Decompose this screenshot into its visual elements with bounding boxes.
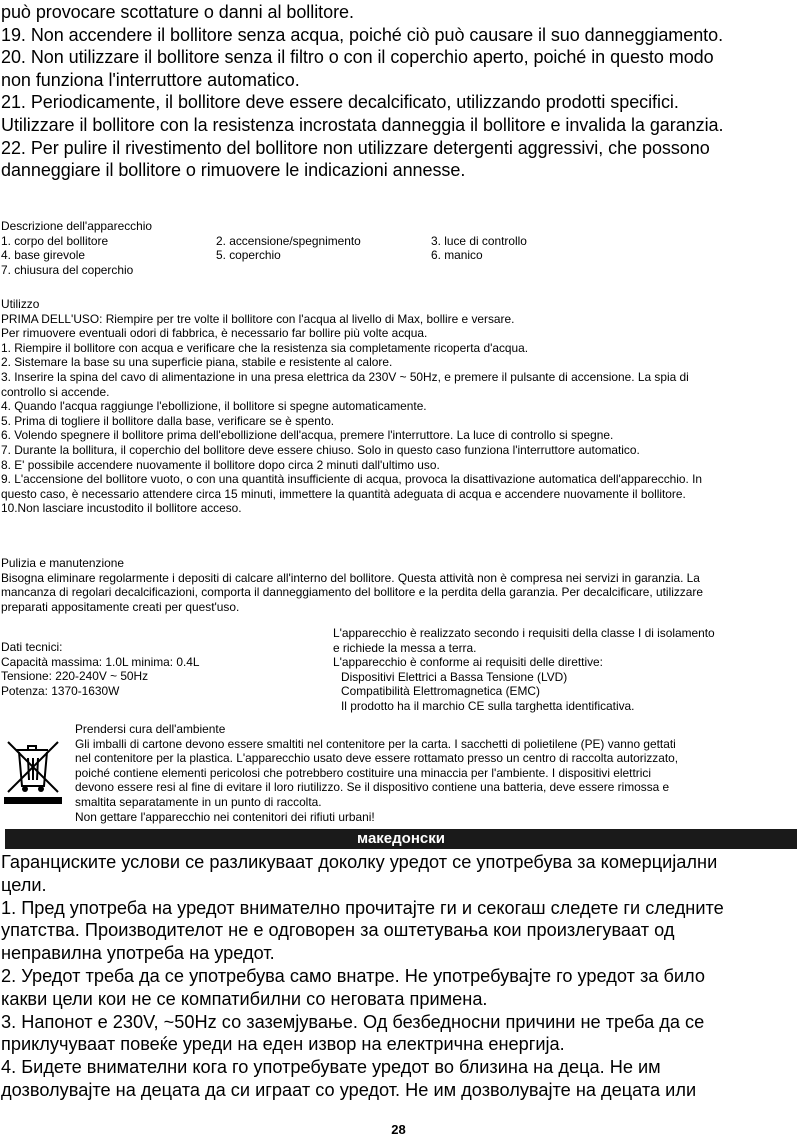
section-title: Dati tecnici: <box>1 640 63 654</box>
part-item: 3. luce di controllo <box>431 233 527 248</box>
text-line: questo caso, è necessario attendere circa 15 minuti, immettere la quantità adeguata di acqua e accendere nuovamente il bollitore. <box>1 486 686 501</box>
text-line: 2. Уредот треба да се употребува само внатре. Не употребувајте го уредот за било <box>1 965 705 986</box>
text-line: 4. Quando l'acqua raggiunge l'ebollizione, il bollitore si spegne automaticamente. <box>1 399 427 414</box>
text-line: danneggiare il bollitore o rimuovere le indicazioni annesse. <box>1 160 466 181</box>
part-item: 1. corpo del bollitore <box>1 233 109 248</box>
language-section-bar: македонски <box>5 829 797 849</box>
text-line: цели. <box>1 874 47 895</box>
text-line: 19. Non accendere il bollitore senza acqua, poiché ciò può causare il suo danneggiamento. <box>1 24 724 45</box>
parts-list <box>1 234 796 278</box>
text-line: mancanza di regolari decalcificazioni, comporta il danneggiamento del bollitore e la perdita della garanzia. Per decalcificare, utilizzare <box>1 585 703 600</box>
usage-section <box>1 297 796 516</box>
voltage-value: Tensione: 220-240V ~ 50Hz <box>1 669 149 684</box>
text-line: Гаранциските услови се разликуваат доколку уредот се употребува за комерцијални <box>1 852 718 872</box>
text-line: 1. Пред употреба на уредот внимателно прочитајте ги и секогаш следете ги следните <box>1 897 724 918</box>
text-line: 8. E' possibile accendere nuovamente il bollitore dopo circa 2 minuti dall'ultimo uso. <box>1 457 440 472</box>
text-line: 2. Sistemare la base su una superficie piana, stabile e resistente al calore. <box>1 355 393 370</box>
text-line: devono essere resi al fine di evitare il loro riutilizzo. Se il dispositivo contiene una batteria, deve essere rimossa e <box>75 780 670 795</box>
text-line: Per rimuovere eventuali odori di fabbrica, è necessario far bollire più volte acqua. <box>1 326 428 341</box>
text-line: nel contenitore per la plastica. L'apparecchio usato deve essere rottamato presso un centro di raccolta autorizzato, <box>75 751 679 766</box>
cleaning-section <box>1 556 796 614</box>
text-line: 4. Бидете внимателни кога го употребувате уредот во близина на деца. Не им <box>1 1057 661 1078</box>
text-line: какви цели кои не се компатибилни со неговата примена. <box>1 988 488 1009</box>
part-item: 6. manico <box>431 248 483 263</box>
technical-data <box>1 640 321 698</box>
section-title: Pulizia e manutenzione <box>1 556 124 570</box>
text-line: 22. Per pulire il rivestimento del bollitore non utilizzare detergenti aggressivi, che possono <box>1 137 710 158</box>
text-line: può provocare scottature o danni al bollitore. <box>1 2 354 22</box>
environment-section <box>75 722 790 824</box>
text-line: дозволувајте на децата да си играат со уредот. Не им дозволувајте на децата или <box>1 1079 697 1100</box>
text-line: 10.Non lasciare incustodito il bollitore acceso. <box>1 501 242 516</box>
macedonian-instructions <box>1 851 796 1102</box>
section-title: Descrizione dell'apparecchio <box>1 219 152 233</box>
text-line: controllo si accende. <box>1 384 110 399</box>
text-line: упатства. Производителот не е одговорен за оштетувања кои произлегуваат од <box>1 920 675 941</box>
part-item: 7. chiusura del coperchio <box>1 262 134 277</box>
section-title: Prendersi cura dell'ambiente <box>75 722 226 736</box>
text-line: Gli imballi di cartone devono essere smaltiti nel contenitore per la carta. I sacchetti di polietilene (PE) vanno gettati <box>75 736 676 751</box>
text-line: PRIMA DELL'USO: Riempire per tre volte il bollitore con l'acqua al livello di Max, bollire e versare. <box>1 311 515 326</box>
text-line: 6. Volendo spegnere il bollitore prima dell'ebollizione dell'acqua, premere l'interruttore. La luce di controllo si spegne. <box>1 428 614 443</box>
directive-item: Il prodotto ha il marchio CE sulla targhetta identificativa. <box>341 698 635 713</box>
text-line: Bisogna eliminare regolarmente i depositi di calcare all'interno del bollitore. Questa attività non è compresa nei servizi in garanzia. La <box>1 570 700 585</box>
directive-item: Compatibilità Elettromagnetica (EMC) <box>341 684 540 699</box>
text-line: 3. Inserire la spina del cavo di alimentazione in una presa elettrica da 230V ~ 50Hz, e premere il pulsante di accensione. La spia di <box>1 369 689 384</box>
capacity-value: Capacità massima: 1.0L minima: 0.4L <box>1 654 200 669</box>
text-line: L'apparecchio è realizzato secondo i requisiti della classe I di isolamento <box>333 626 715 640</box>
crossed-out-wheelie-bin-icon <box>2 736 64 806</box>
text-line: Non gettare l'apparecchio nei contenitori dei rifiuti urbani! <box>75 809 375 824</box>
text-line: 5. Prima di togliere il bollitore dalla base, verificare se è spento. <box>1 413 335 428</box>
safety-instructions-top <box>1 1 796 182</box>
text-line: 7. Durante la bollitura, il coperchio del bollitore deve essere chiuso. Solo in questo caso funziona l'interruttore automatico. <box>1 442 640 457</box>
text-line: preparati appositamente creati per quest'uso. <box>1 599 240 614</box>
part-item: 2. accensione/spegnimento <box>216 233 361 248</box>
text-line: 9. L'accensione del bollitore vuoto, o con una quantità insufficiente di acqua, provoca la disattivazione automatica dell'apparecchio. In <box>1 472 703 487</box>
text-line: 20. Non utilizzare il bollitore senza il filtro o con il coperchio aperto, poiché in questo modo <box>1 47 714 68</box>
section-title: Utilizzo <box>1 297 40 311</box>
text-line: Utilizzare il bollitore con la resistenza incrostata danneggia il bollitore e invalida la garanzia. <box>1 114 724 135</box>
compliance-notes <box>333 626 793 714</box>
text-line: 1. Riempire il bollitore con acqua e verificare che la resistenza sia completamente ricoperta d'acqua. <box>1 340 529 355</box>
text-line: e richiede la messa a terra. <box>333 640 477 655</box>
part-item: 4. base girevole <box>1 248 85 263</box>
text-line: L'apparecchio è conforme ai requisiti delle direttive: <box>333 655 603 670</box>
text-line: 3. Напонот е 230V, ~50Hz со заземјување. Од безбедносни причини не треба да се <box>1 1011 705 1032</box>
text-line: poiché contiene elementi pericolosi che potrebbero costituire una minaccia per l'ambiente. I dispositivi elettrici <box>75 765 651 780</box>
text-line: smaltita separatamente in un punto di raccolta. <box>75 794 322 809</box>
part-item: 5. coperchio <box>216 248 281 263</box>
text-line: 21. Periodicamente, il bollitore deve essere decalcificato, utilizzando prodotti specifici. <box>1 92 679 113</box>
text-line: приклучуваат повеќе уреди на еден извор на електрична енергија. <box>1 1034 565 1055</box>
page-number: 28 <box>391 1122 406 1137</box>
power-value: Potenza: 1370-1630W <box>1 683 120 698</box>
text-line: неправилна употреба на уредот. <box>1 943 275 964</box>
appliance-description <box>1 219 796 277</box>
text-line: non funziona l'interruttore automatico. <box>1 69 300 90</box>
directive-item: Dispositivi Elettrici a Bassa Tensione (LVD) <box>341 669 568 684</box>
